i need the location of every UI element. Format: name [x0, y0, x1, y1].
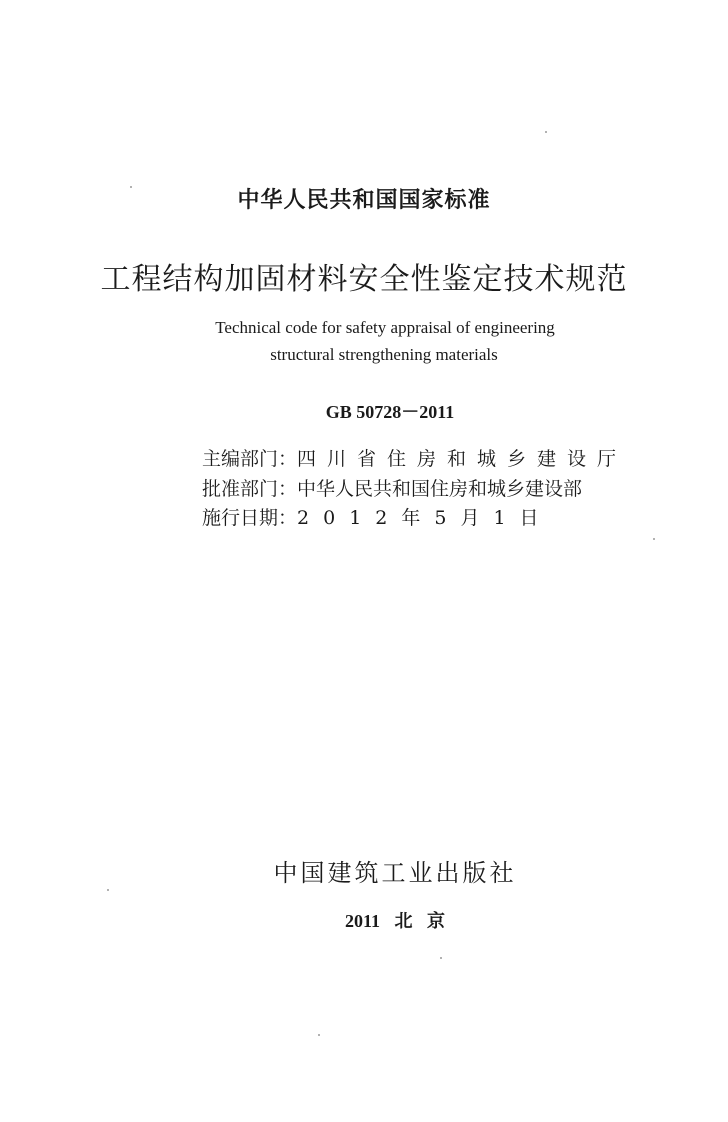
scan-speck — [653, 538, 655, 540]
approver-department-row — [202, 474, 582, 501]
scan-speck — [107, 889, 109, 891]
effective-date-row — [202, 503, 553, 530]
approver-department-value: 中华人民共和国住房和城乡建设部 — [297, 478, 583, 500]
editor-department-label: 主编部门： — [202, 448, 298, 470]
publication-year-place: 2011 北 京 — [344, 911, 445, 931]
scan-speck — [440, 957, 442, 959]
editor-department-value: 四川省住房和城乡建设厅 — [297, 448, 628, 470]
standard-type-heading: 中华人民共和国国家标准 — [237, 188, 491, 213]
approver-department-label: 批准部门： — [202, 478, 298, 500]
document-title-zh: 工程结构加固材料安全性鉴定技术规范 — [100, 262, 628, 297]
document-title-en-line2: structural strengthening materials — [270, 345, 498, 364]
document-title-en-line1: Technical code for safety appraisal of engineering — [215, 318, 555, 337]
publisher-name: 中国建筑工业出版社 — [273, 859, 517, 887]
effective-date-label: 施行日期： — [202, 507, 298, 529]
editor-department-row — [202, 444, 627, 471]
scan-speck — [318, 1034, 320, 1036]
effective-date-value: 2012年5月1日 — [297, 507, 553, 529]
scan-speck — [545, 131, 547, 133]
standard-code: GB 50728－2011 — [325, 402, 455, 422]
